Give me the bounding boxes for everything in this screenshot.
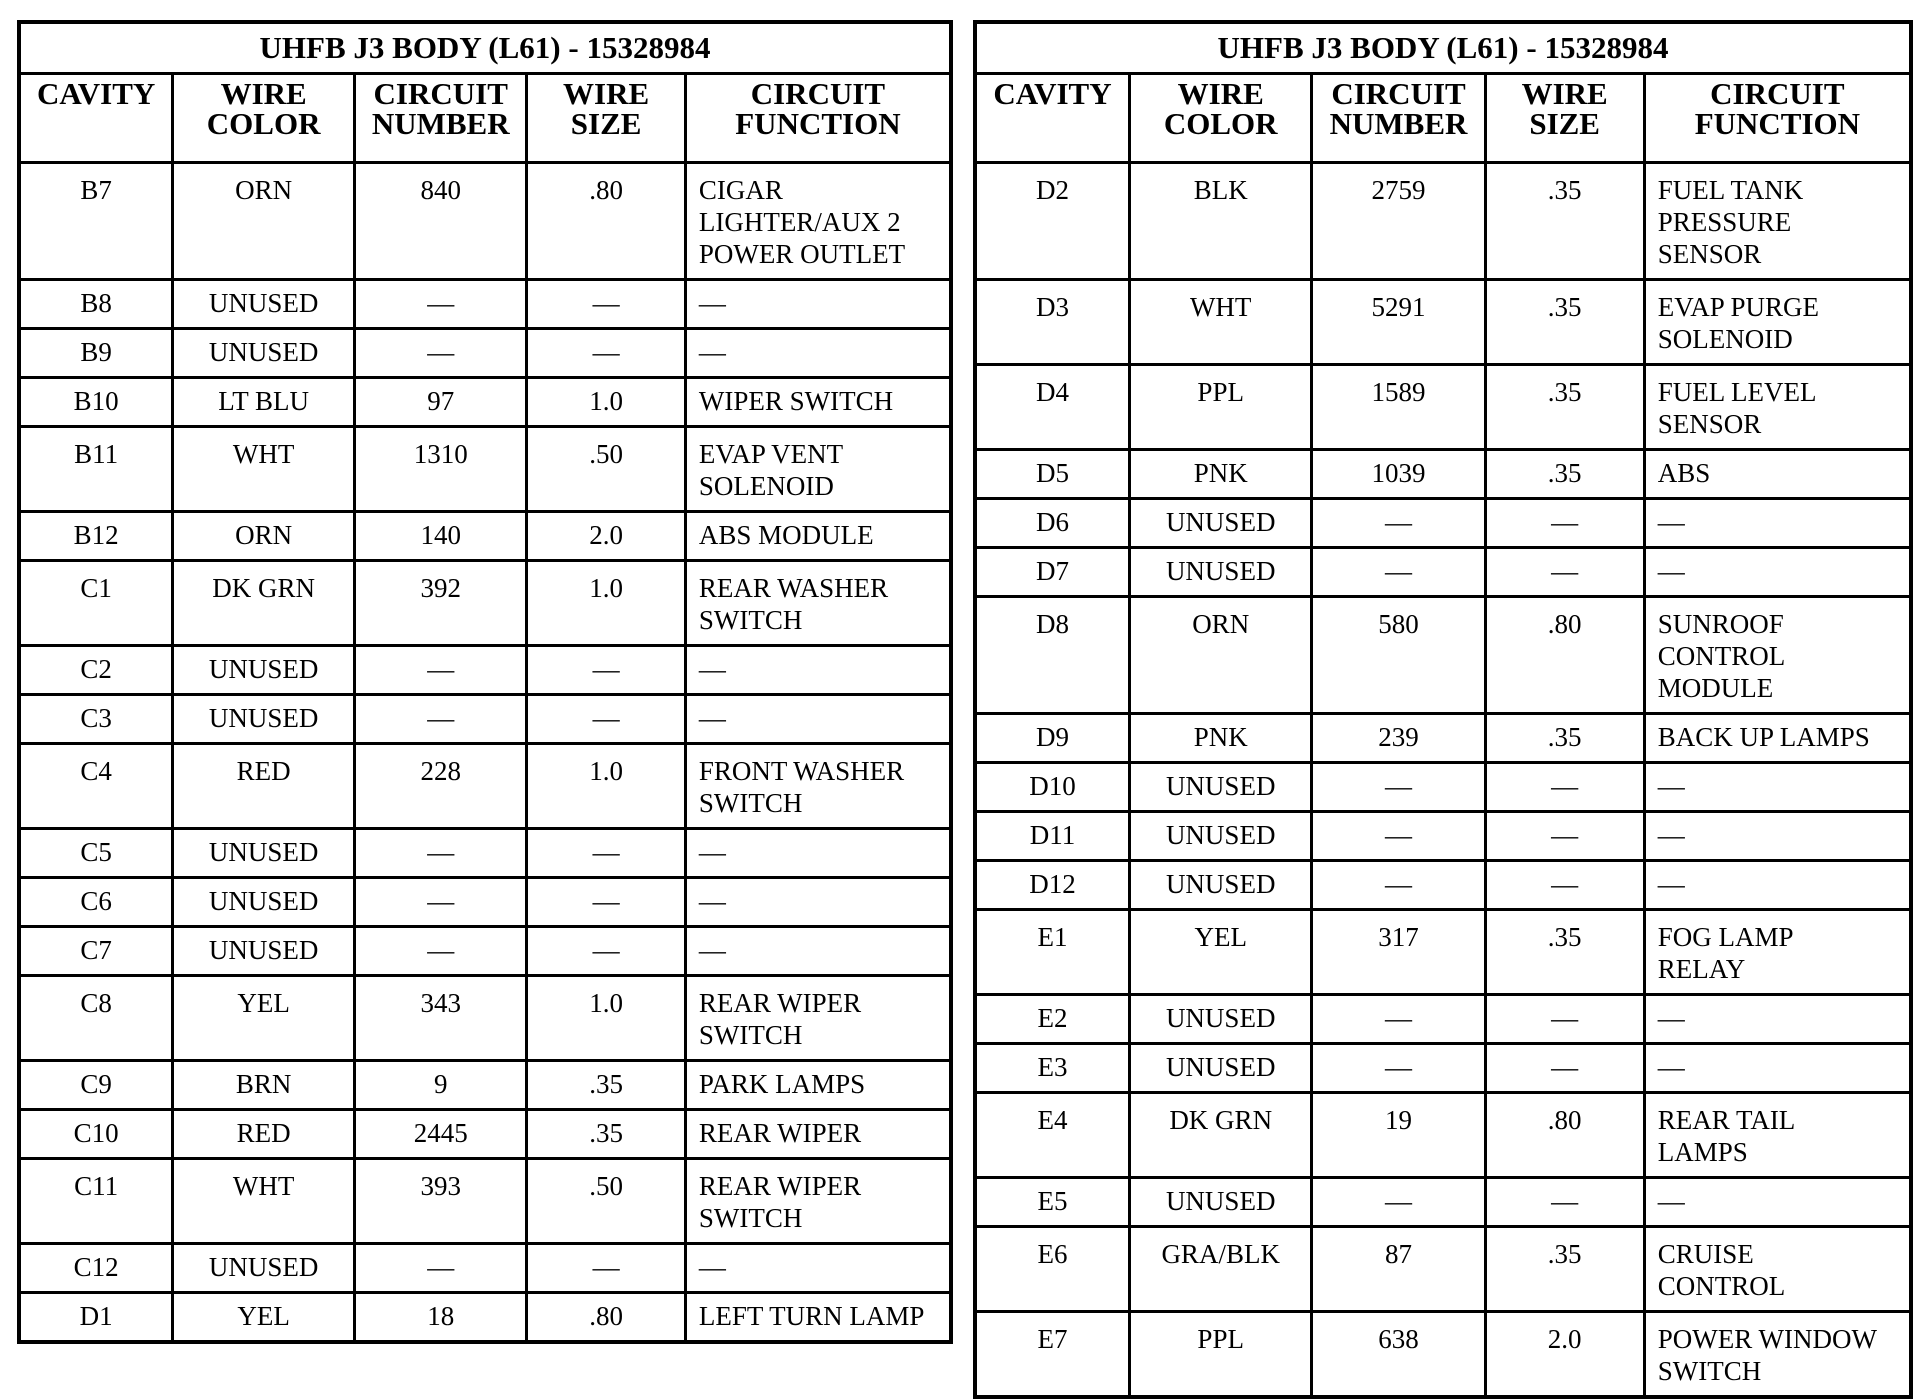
circuit-function-line: REAR WASHER: [698, 573, 889, 603]
circuit-function-cell: [1644, 1312, 1911, 1398]
cavity-cell: C8: [19, 976, 173, 1061]
wire-color-cell: WHT: [1129, 280, 1312, 365]
table-title: UHFB J3 BODY (L61) - 15328984: [975, 22, 1911, 74]
wire-size-cell: .80: [1485, 1093, 1644, 1178]
wire-color-cell: ORN: [1129, 597, 1312, 714]
wire-size-cell: —: [1485, 1178, 1644, 1227]
wire-color-cell: PNK: [1129, 714, 1312, 763]
wire-size-cell: 1.0: [527, 378, 685, 427]
circuit-function-cell: [685, 878, 951, 927]
cavity-cell: B9: [19, 329, 173, 378]
circuit-number-cell: 1310: [355, 427, 527, 512]
table-row: [975, 365, 1911, 450]
wire-size-cell: .35: [1485, 163, 1644, 280]
wire-size-cell: —: [1485, 1044, 1644, 1093]
wire-color-cell: GRA/BLK: [1129, 1227, 1312, 1312]
circuit-function-line: —: [698, 837, 726, 867]
circuit-function-cell: [1644, 763, 1911, 812]
wire-color-cell: UNUSED: [173, 1244, 355, 1293]
circuit-function-cell: [685, 512, 951, 561]
circuit-function-cell: [1644, 1227, 1911, 1312]
circuit-number-cell: 5291: [1312, 280, 1485, 365]
table-row: [975, 812, 1911, 861]
wire-size-cell: .35: [1485, 910, 1644, 995]
circuit-number-cell: 2759: [1312, 163, 1485, 280]
wire-color-cell: WHT: [173, 1159, 355, 1244]
circuit-function-line: —: [1657, 507, 1685, 537]
cavity-cell: D12: [975, 861, 1129, 910]
circuit-function-cell: [1644, 1044, 1911, 1093]
circuit-function-cell: [1644, 995, 1911, 1044]
circuit-function-cell: [685, 280, 951, 329]
circuit-number-cell: —: [1312, 548, 1485, 597]
circuit-function-line: —: [698, 337, 726, 367]
wire-color-cell: UNUSED: [1129, 995, 1312, 1044]
circuit-function-line: —: [1657, 869, 1685, 899]
cavity-cell: C11: [19, 1159, 173, 1244]
cavity-cell: C2: [19, 646, 173, 695]
table-row: [975, 280, 1911, 365]
circuit-number-cell: 393: [355, 1159, 527, 1244]
cavity-cell: C3: [19, 695, 173, 744]
circuit-number-cell: —: [1312, 861, 1485, 910]
wire-size-cell: —: [1485, 812, 1644, 861]
cavity-cell: D5: [975, 450, 1129, 499]
circuit-function-cell: [685, 927, 951, 976]
circuit-number-cell: 18: [355, 1293, 527, 1343]
wire-size-cell: .35: [527, 1061, 685, 1110]
circuit-function-cell: [685, 1061, 951, 1110]
table-row: [975, 763, 1911, 812]
wire-size-cell: —: [527, 1244, 685, 1293]
table-row: [975, 597, 1911, 714]
table-row: [19, 829, 951, 878]
wire-color-cell: ORN: [173, 512, 355, 561]
circuit-function-cell: [1644, 280, 1911, 365]
table-row: [975, 1044, 1911, 1093]
circuit-function-line: LAMPS: [1657, 1137, 1748, 1167]
cavity-cell: E1: [975, 910, 1129, 995]
table-row: [975, 1312, 1911, 1398]
cavity-cell: D3: [975, 280, 1129, 365]
wire-size-cell: .80: [527, 163, 685, 280]
wire-size-cell: 1.0: [527, 744, 685, 829]
circuit-number-cell: 228: [355, 744, 527, 829]
wire-color-cell: UNUSED: [173, 329, 355, 378]
wire-size-cell: —: [527, 878, 685, 927]
circuit-function-line: SWITCH: [698, 1203, 803, 1233]
table-row: [19, 1110, 951, 1159]
wire-size-cell: —: [1485, 861, 1644, 910]
circuit-number-cell: —: [355, 878, 527, 927]
circuit-number-cell: 580: [1312, 597, 1485, 714]
connector-table: [973, 20, 1913, 1399]
wire-color-cell: PPL: [1129, 1312, 1312, 1398]
wire-color-cell: UNUSED: [1129, 548, 1312, 597]
circuit-function-line: FUEL TANK: [1657, 175, 1804, 205]
circuit-function-line: —: [698, 935, 726, 965]
cavity-cell: B7: [19, 163, 173, 280]
circuit-number-cell: 1039: [1312, 450, 1485, 499]
wire-color-cell: ORN: [173, 163, 355, 280]
circuit-function-cell: [685, 744, 951, 829]
wire-size-cell: .35: [1485, 280, 1644, 365]
header-wire-size: WIRE SIZE: [1485, 74, 1644, 163]
cavity-cell: D10: [975, 763, 1129, 812]
wire-color-cell: YEL: [173, 976, 355, 1061]
wire-size-cell: .80: [1485, 597, 1644, 714]
circuit-function-line: SENSOR: [1657, 409, 1762, 439]
circuit-function-line: SOLENOID: [698, 471, 834, 501]
circuit-number-cell: 239: [1312, 714, 1485, 763]
table-row: [975, 995, 1911, 1044]
table-row: [975, 910, 1911, 995]
wire-size-cell: .80: [527, 1293, 685, 1343]
circuit-function-line: WIPER SWITCH: [698, 386, 894, 416]
cavity-cell: D4: [975, 365, 1129, 450]
circuit-function-cell: [1644, 910, 1911, 995]
cavity-cell: D1: [19, 1293, 173, 1343]
table-row: [19, 1061, 951, 1110]
wire-color-cell: UNUSED: [173, 878, 355, 927]
circuit-function-cell: [1644, 499, 1911, 548]
circuit-function-line: FOG LAMP: [1657, 922, 1794, 952]
wire-color-cell: UNUSED: [1129, 1044, 1312, 1093]
table-row: [19, 427, 951, 512]
circuit-function-line: FRONT WASHER: [698, 756, 905, 786]
circuit-function-line: ABS MODULE: [698, 520, 874, 550]
circuit-function-cell: [685, 329, 951, 378]
wire-color-cell: RED: [173, 1110, 355, 1159]
circuit-function-line: FUEL LEVEL: [1657, 377, 1817, 407]
wire-color-cell: LT BLU: [173, 378, 355, 427]
circuit-number-cell: 638: [1312, 1312, 1485, 1398]
wire-color-cell: UNUSED: [1129, 1178, 1312, 1227]
table-body: [975, 163, 1911, 1398]
table-row: [19, 1293, 951, 1343]
wire-size-cell: .35: [527, 1110, 685, 1159]
table-row: [19, 561, 951, 646]
circuit-function-line: —: [698, 703, 726, 733]
connector-table-right-panel: [973, 20, 1913, 1399]
cavity-cell: E7: [975, 1312, 1129, 1398]
header-circuit-function: CIRCUIT FUNCTION: [1644, 74, 1911, 163]
circuit-function-cell: [1644, 861, 1911, 910]
cavity-cell: B11: [19, 427, 173, 512]
wire-size-cell: 1.0: [527, 976, 685, 1061]
cavity-cell: C1: [19, 561, 173, 646]
cavity-cell: D6: [975, 499, 1129, 548]
table-row: [19, 1159, 951, 1244]
wire-color-cell: UNUSED: [1129, 861, 1312, 910]
circuit-function-line: BACK UP LAMPS: [1657, 722, 1870, 752]
cavity-cell: B8: [19, 280, 173, 329]
circuit-function-cell: [1644, 365, 1911, 450]
circuit-function-line: SUNROOF: [1657, 609, 1784, 639]
wire-size-cell: .35: [1485, 365, 1644, 450]
circuit-function-line: REAR WIPER: [698, 1171, 862, 1201]
circuit-function-cell: [685, 1159, 951, 1244]
circuit-number-cell: 19: [1312, 1093, 1485, 1178]
circuit-number-cell: —: [1312, 995, 1485, 1044]
cavity-cell: C5: [19, 829, 173, 878]
circuit-number-cell: —: [355, 927, 527, 976]
circuit-number-cell: 87: [1312, 1227, 1485, 1312]
circuit-number-cell: 392: [355, 561, 527, 646]
circuit-function-line: PRESSURE: [1657, 207, 1792, 237]
header-circuit-number: CIRCUIT NUMBER: [1312, 74, 1485, 163]
table-row: [975, 1178, 1911, 1227]
wire-color-cell: UNUSED: [1129, 499, 1312, 548]
wire-color-cell: UNUSED: [173, 695, 355, 744]
wire-size-cell: —: [1485, 548, 1644, 597]
circuit-function-line: —: [1657, 771, 1685, 801]
circuit-function-cell: [685, 163, 951, 280]
wire-size-cell: —: [527, 280, 685, 329]
cavity-cell: D8: [975, 597, 1129, 714]
wire-color-cell: BLK: [1129, 163, 1312, 280]
circuit-function-cell: [685, 1293, 951, 1343]
cavity-cell: E6: [975, 1227, 1129, 1312]
wire-size-cell: —: [1485, 499, 1644, 548]
wire-size-cell: —: [1485, 763, 1644, 812]
circuit-function-cell: [685, 976, 951, 1061]
wire-color-cell: PNK: [1129, 450, 1312, 499]
cavity-cell: C10: [19, 1110, 173, 1159]
wire-size-cell: —: [527, 927, 685, 976]
table-row: [975, 450, 1911, 499]
circuit-function-line: PARK LAMPS: [698, 1069, 866, 1099]
circuit-number-cell: —: [1312, 1178, 1485, 1227]
header-wire-color: WIRE COLOR: [1129, 74, 1312, 163]
circuit-function-cell: [685, 427, 951, 512]
circuit-function-line: —: [1657, 1003, 1685, 1033]
wire-color-cell: DK GRN: [173, 561, 355, 646]
wire-size-cell: —: [527, 829, 685, 878]
circuit-function-line: POWER WINDOW: [1657, 1324, 1877, 1354]
circuit-function-line: ABS: [1657, 458, 1711, 488]
table-row: [19, 1244, 951, 1293]
wire-size-cell: 1.0: [527, 561, 685, 646]
wire-size-cell: —: [527, 646, 685, 695]
circuit-function-cell: [1644, 1178, 1911, 1227]
header-circuit-number: CIRCUIT NUMBER: [355, 74, 527, 163]
wire-color-cell: UNUSED: [173, 280, 355, 329]
cavity-cell: B10: [19, 378, 173, 427]
circuit-function-line: POWER OUTLET: [698, 239, 906, 269]
circuit-number-cell: —: [355, 1244, 527, 1293]
circuit-number-cell: —: [1312, 1044, 1485, 1093]
circuit-function-line: REAR WIPER: [698, 1118, 862, 1148]
table-row: [19, 646, 951, 695]
wire-color-cell: YEL: [1129, 910, 1312, 995]
cavity-cell: E2: [975, 995, 1129, 1044]
circuit-function-line: CONTROL: [1657, 1271, 1786, 1301]
circuit-function-line: EVAP VENT: [698, 439, 844, 469]
circuit-function-cell: [685, 1110, 951, 1159]
table-row: [975, 861, 1911, 910]
wire-color-cell: RED: [173, 744, 355, 829]
cavity-cell: C7: [19, 927, 173, 976]
circuit-function-line: CRUISE: [1657, 1239, 1754, 1269]
circuit-function-line: —: [698, 886, 726, 916]
circuit-function-line: —: [698, 1252, 726, 1282]
wire-size-cell: .35: [1485, 450, 1644, 499]
circuit-function-line: —: [698, 288, 726, 318]
table-row: [19, 512, 951, 561]
wire-size-cell: 2.0: [1485, 1312, 1644, 1398]
connector-table: [17, 20, 953, 1344]
table-row: [975, 499, 1911, 548]
circuit-function-cell: [685, 646, 951, 695]
circuit-number-cell: —: [355, 329, 527, 378]
wire-color-cell: UNUSED: [173, 927, 355, 976]
circuit-function-line: SWITCH: [1657, 1356, 1762, 1386]
cavity-cell: D2: [975, 163, 1129, 280]
wire-size-cell: —: [527, 329, 685, 378]
connector-table-left-panel: [17, 20, 953, 1344]
wire-size-cell: .35: [1485, 1227, 1644, 1312]
wire-color-cell: DK GRN: [1129, 1093, 1312, 1178]
wire-size-cell: .50: [527, 427, 685, 512]
wire-color-cell: UNUSED: [1129, 763, 1312, 812]
cavity-cell: E3: [975, 1044, 1129, 1093]
wire-size-cell: .35: [1485, 714, 1644, 763]
circuit-function-cell: [1644, 812, 1911, 861]
table-row: [19, 280, 951, 329]
circuit-function-line: MODULE: [1657, 673, 1774, 703]
cavity-cell: C4: [19, 744, 173, 829]
cavity-cell: C6: [19, 878, 173, 927]
circuit-function-cell: [1644, 714, 1911, 763]
wire-color-cell: YEL: [173, 1293, 355, 1343]
circuit-function-line: SWITCH: [698, 605, 803, 635]
circuit-function-cell: [685, 1244, 951, 1293]
table-row: [19, 378, 951, 427]
cavity-cell: D7: [975, 548, 1129, 597]
circuit-function-line: REAR TAIL: [1657, 1105, 1796, 1135]
circuit-function-line: LIGHTER/AUX 2: [698, 207, 901, 237]
circuit-function-cell: [1644, 1093, 1911, 1178]
table-title: UHFB J3 BODY (L61) - 15328984: [19, 22, 951, 74]
wire-size-cell: —: [1485, 995, 1644, 1044]
circuit-number-cell: 840: [355, 163, 527, 280]
wire-size-cell: .50: [527, 1159, 685, 1244]
table-row: [975, 714, 1911, 763]
circuit-function-line: —: [1657, 820, 1685, 850]
cavity-cell: E4: [975, 1093, 1129, 1178]
table-body: [19, 163, 951, 1343]
circuit-number-cell: 140: [355, 512, 527, 561]
circuit-function-cell: [685, 561, 951, 646]
table-row: [975, 163, 1911, 280]
table-row: [975, 1227, 1911, 1312]
header-circuit-function: CIRCUIT FUNCTION: [685, 74, 951, 163]
cavity-cell: C12: [19, 1244, 173, 1293]
table-row: [19, 163, 951, 280]
circuit-function-line: REAR WIPER: [698, 988, 862, 1018]
circuit-number-cell: —: [355, 280, 527, 329]
cavity-cell: D11: [975, 812, 1129, 861]
circuit-function-cell: [1644, 548, 1911, 597]
circuit-function-cell: [1644, 163, 1911, 280]
circuit-function-line: LEFT TURN LAMP: [698, 1301, 925, 1331]
wire-size-cell: —: [527, 695, 685, 744]
wire-color-cell: UNUSED: [1129, 812, 1312, 861]
circuit-number-cell: —: [355, 695, 527, 744]
circuit-number-cell: 97: [355, 378, 527, 427]
header-wire-size: WIRE SIZE: [527, 74, 685, 163]
wire-size-cell: 2.0: [527, 512, 685, 561]
table-row: [19, 329, 951, 378]
circuit-function-line: SOLENOID: [1657, 324, 1793, 354]
circuit-function-cell: [685, 695, 951, 744]
circuit-function-line: —: [1657, 1186, 1685, 1216]
table-row: [19, 878, 951, 927]
table-row: [975, 548, 1911, 597]
circuit-number-cell: 9: [355, 1061, 527, 1110]
circuit-function-line: —: [1657, 556, 1685, 586]
circuit-function-cell: [685, 378, 951, 427]
circuit-function-line: RELAY: [1657, 954, 1746, 984]
cavity-cell: C9: [19, 1061, 173, 1110]
circuit-function-cell: [685, 829, 951, 878]
circuit-function-line: SENSOR: [1657, 239, 1762, 269]
circuit-number-cell: —: [1312, 499, 1485, 548]
header-wire-color: WIRE COLOR: [173, 74, 355, 163]
wire-color-cell: UNUSED: [173, 829, 355, 878]
circuit-number-cell: —: [355, 829, 527, 878]
table-row: [975, 1093, 1911, 1178]
table-row: [19, 744, 951, 829]
circuit-function-line: CIGAR: [698, 175, 783, 205]
circuit-number-cell: —: [1312, 812, 1485, 861]
circuit-number-cell: —: [355, 646, 527, 695]
circuit-number-cell: 343: [355, 976, 527, 1061]
circuit-function-line: —: [1657, 1052, 1685, 1082]
header-cavity: CAVITY: [19, 74, 173, 163]
circuit-function-line: SWITCH: [698, 1020, 803, 1050]
circuit-function-line: EVAP PURGE: [1657, 292, 1820, 322]
circuit-function-line: SWITCH: [698, 788, 803, 818]
wire-color-cell: PPL: [1129, 365, 1312, 450]
circuit-function-cell: [1644, 597, 1911, 714]
wire-color-cell: BRN: [173, 1061, 355, 1110]
table-row: [19, 695, 951, 744]
table-row: [19, 927, 951, 976]
cavity-cell: B12: [19, 512, 173, 561]
circuit-function-line: CONTROL: [1657, 641, 1786, 671]
header-cavity: CAVITY: [975, 74, 1129, 163]
circuit-number-cell: —: [1312, 763, 1485, 812]
circuit-number-cell: 1589: [1312, 365, 1485, 450]
cavity-cell: D9: [975, 714, 1129, 763]
circuit-function-line: —: [698, 654, 726, 684]
circuit-number-cell: 317: [1312, 910, 1485, 995]
circuit-number-cell: 2445: [355, 1110, 527, 1159]
cavity-cell: E5: [975, 1178, 1129, 1227]
circuit-function-cell: [1644, 450, 1911, 499]
wire-color-cell: UNUSED: [173, 646, 355, 695]
table-row: [19, 976, 951, 1061]
wire-color-cell: WHT: [173, 427, 355, 512]
